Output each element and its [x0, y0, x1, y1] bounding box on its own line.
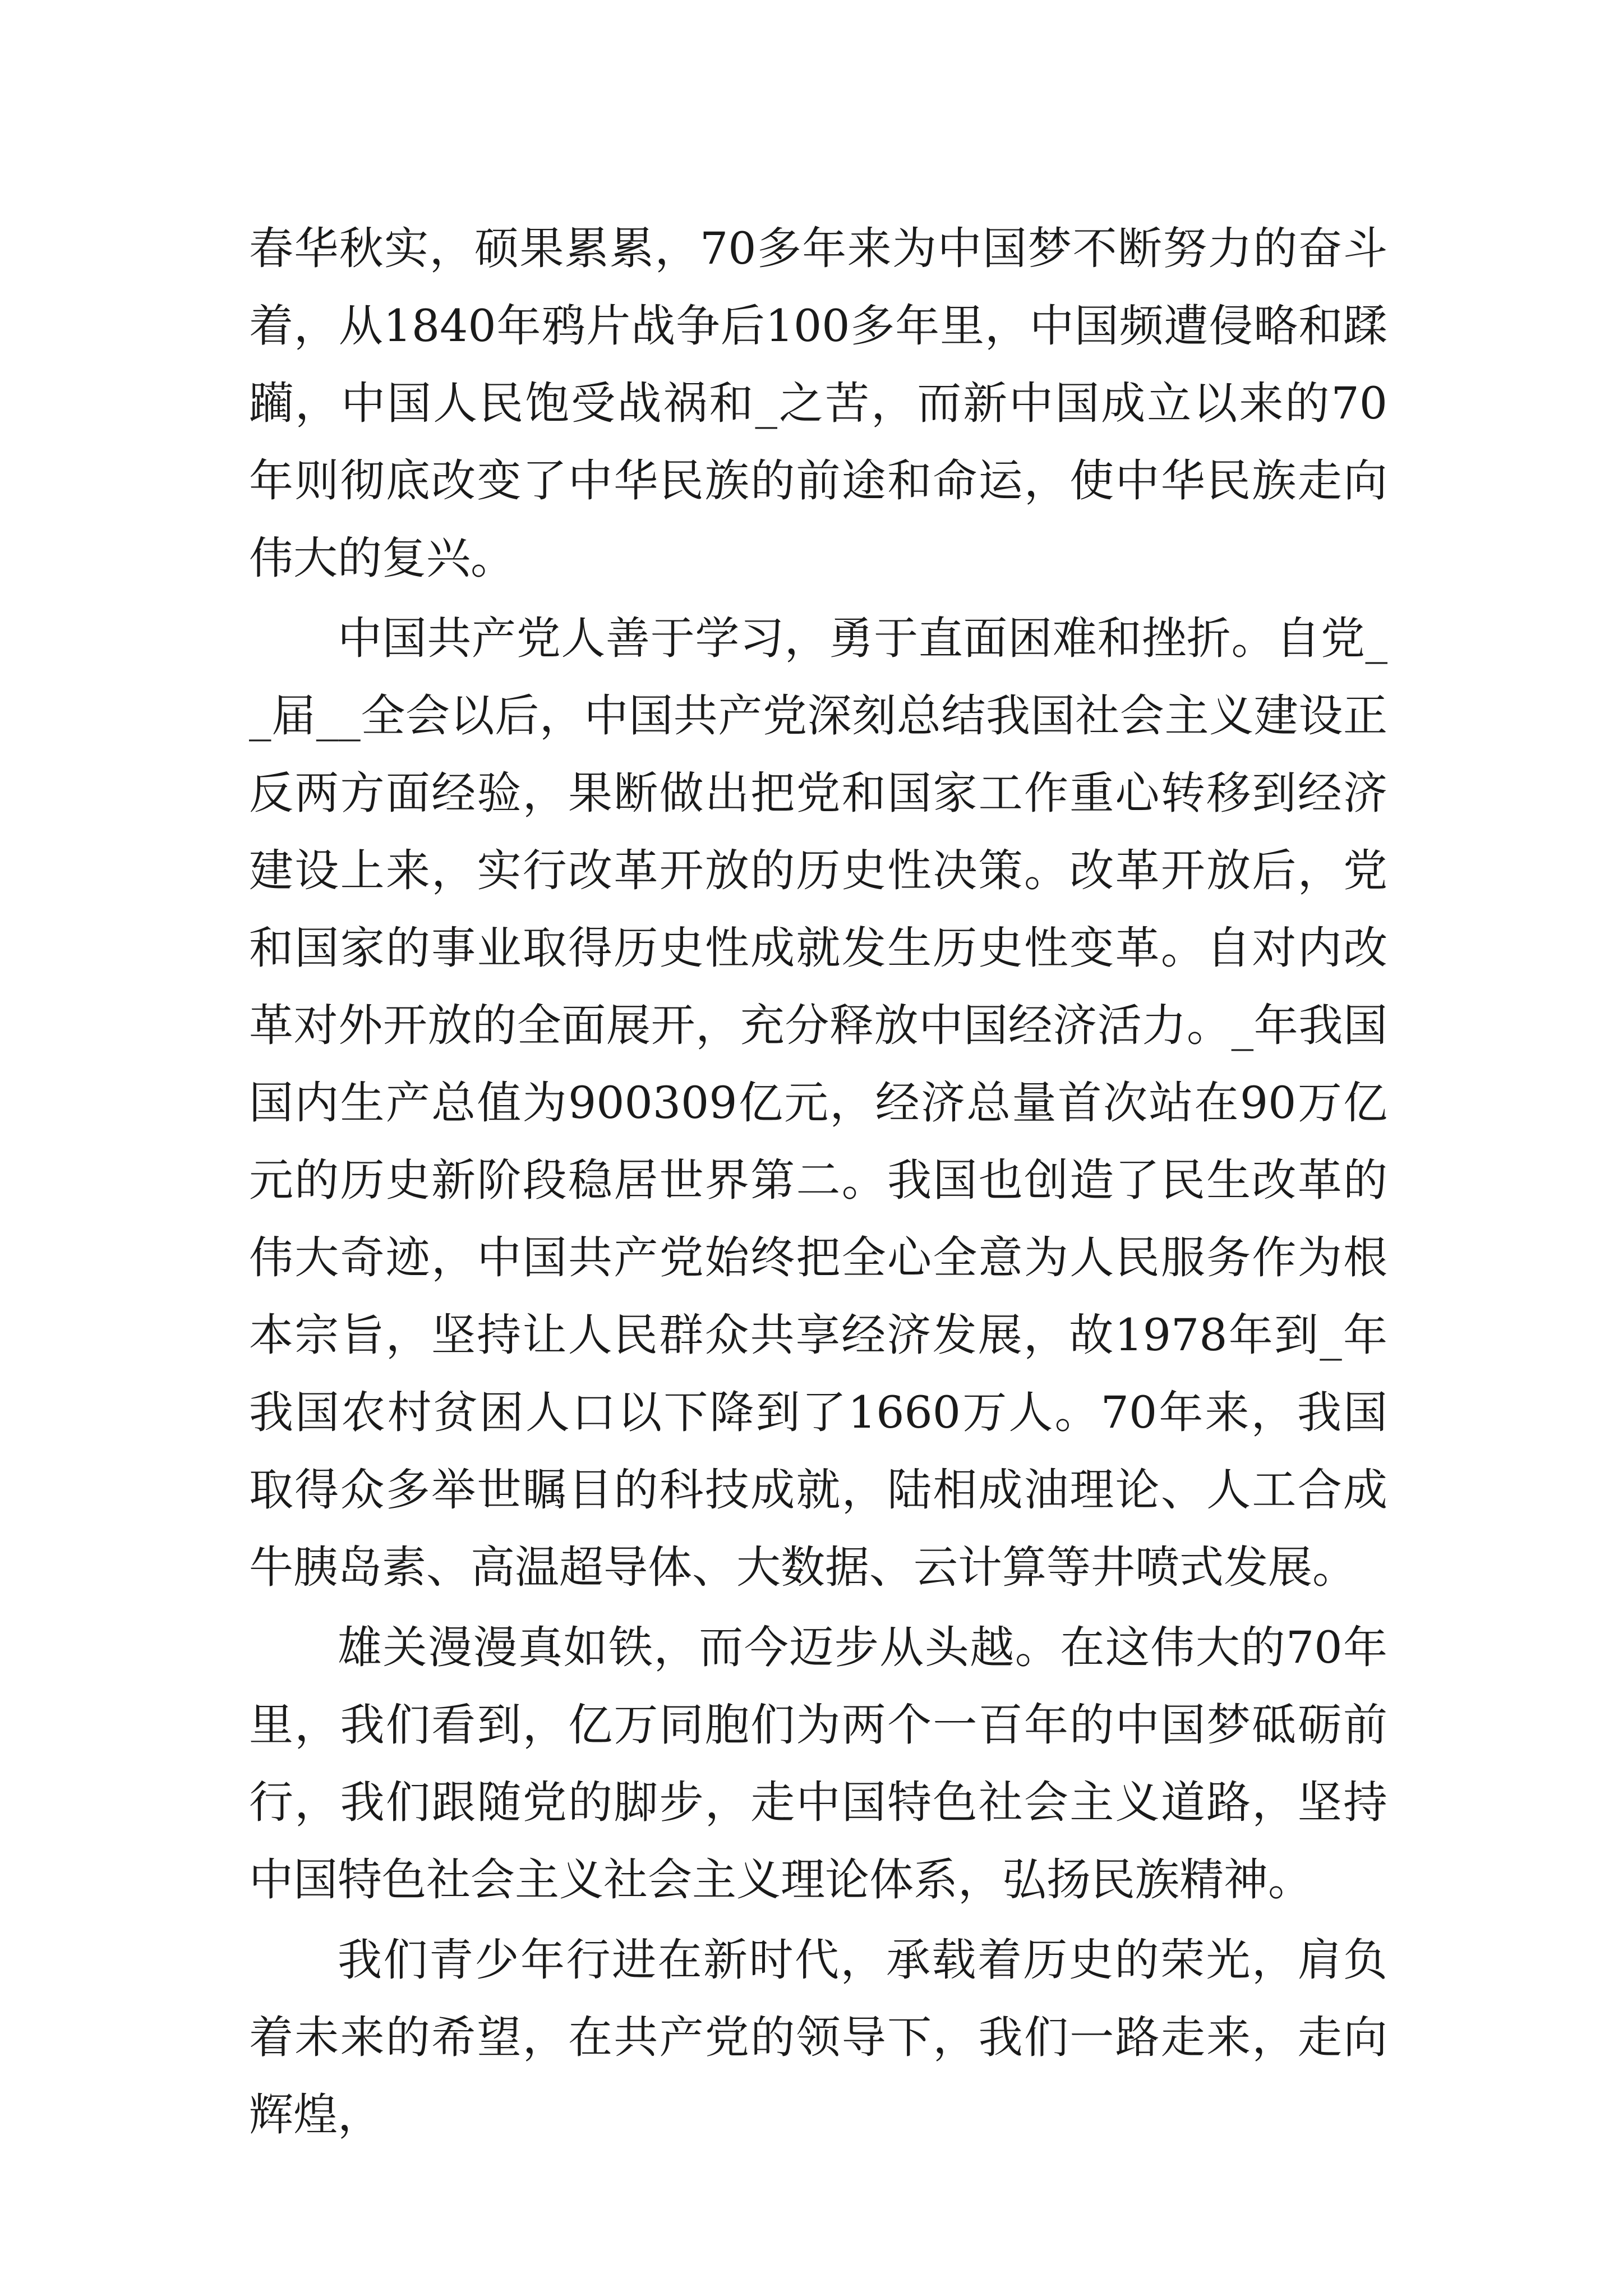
- paragraph-4: 我们青少年行进在新时代，承载着历史的荣光，肩负着未来的希望，在共产党的领导下，我们一路走来，走向辉煌，: [249, 1934, 1387, 2141]
- document-body: [249, 210, 1387, 2156]
- paragraph-2: 中国共产党人善于学习，勇于直面困难和挫折。自党__届__全会以后，中国共产党深刻总结我国社会主义建设正反两方面经验，果断做出把党和国家工作重心转移到经济建设上来，实行改革开放的历史性决策。改革开放后，党和国家的事业取得历史性成就发生历史性变革。自对内改革对外开放的全面展开，充分释放中国经济活力。_年我国国内生产总值为900309亿元，经济总量首次站在90万亿元的历史新阶段稳居世界第二。我国也创造了民生改革的伟大奇迹，中国共产党始终把全心全意为人民服务作为根本宗旨，坚持让人民群众共享经济发展，故1978年到_年我国农村贫困人口以下降到了1660万人。70年来，我国取得众多举世瞩目的科技成就，陆相成油理论、人工合成牛胰岛素、高温超导体、大数据、云计算等井喷式发展。: [249, 613, 1387, 1593]
- paragraph-3: 雄关漫漫真如铁，而今迈步从头越。在这伟大的70年里，我们看到，亿万同胞们为两个一百年的中国梦砥砺前行，我们跟随党的脚步，走中国特色社会主义道路，坚持中国特色社会主义社会主义理论体系，弘扬民族精神。: [249, 1622, 1387, 1906]
- paragraph-1: 春华秋实，硕果累累，70多年来为中国梦不断努力的奋斗着，从1840年鸦片战争后100多年里，中国频遭侵略和蹂躏，中国人民饱受战祸和_之苦，而新中国成立以来的70年则彻底改变了中华民族的前途和命运，使中华民族走向伟大的复兴。: [249, 223, 1387, 584]
